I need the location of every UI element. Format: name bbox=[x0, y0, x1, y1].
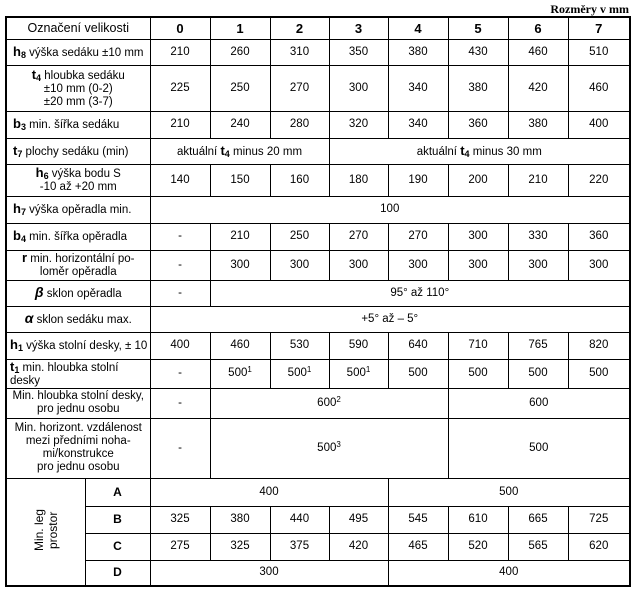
size-7: 7 bbox=[568, 17, 630, 39]
cell: 100 bbox=[150, 196, 630, 223]
cell: 270 bbox=[388, 223, 448, 250]
cell: 160 bbox=[270, 164, 329, 196]
t7-large-sizes: aktuální t4 minus 30 mm bbox=[329, 138, 630, 164]
cell: 545 bbox=[388, 506, 448, 533]
row-leg-b bbox=[6, 506, 630, 533]
header-row bbox=[6, 17, 630, 39]
cell: 210 bbox=[150, 39, 210, 65]
cell: 360 bbox=[448, 111, 508, 138]
row-min-desk bbox=[6, 388, 630, 418]
row-t7 bbox=[6, 138, 630, 164]
cell: 360 bbox=[568, 223, 630, 250]
cell: 300 bbox=[568, 250, 630, 280]
cell: - bbox=[150, 388, 210, 418]
row-label: b4 min. šířka opěradla bbox=[6, 223, 150, 250]
row-label: Min. horizont. vzdálenost mezi předními noha- mi/konstrukce pro jednu osobu bbox=[6, 418, 150, 478]
cell: 590 bbox=[329, 332, 388, 359]
row-b4 bbox=[6, 223, 630, 250]
cell: 565 bbox=[508, 533, 568, 560]
cell: - bbox=[150, 223, 210, 250]
row-leg-a bbox=[6, 478, 630, 506]
cell: 150 bbox=[210, 164, 270, 196]
cell: 340 bbox=[388, 65, 448, 111]
row-label: t4 hloubka sedáku ±10 mm (0-2) ±20 mm (3-7) bbox=[6, 65, 150, 111]
cell: 380 bbox=[388, 39, 448, 65]
cell: - bbox=[150, 250, 210, 280]
row-label: Min. hloubka stolní desky, pro jednu osobu bbox=[6, 388, 150, 418]
cell: 250 bbox=[270, 223, 329, 250]
row-r bbox=[6, 250, 630, 280]
cell: 765 bbox=[508, 332, 568, 359]
cell: 300 bbox=[508, 250, 568, 280]
row-h7 bbox=[6, 196, 630, 223]
cell: 665 bbox=[508, 506, 568, 533]
cell: - bbox=[150, 280, 210, 306]
t7-small-sizes: aktuální t4 minus 20 mm bbox=[150, 138, 329, 164]
cell: 380 bbox=[508, 111, 568, 138]
cell: 725 bbox=[568, 506, 630, 533]
cell: 500 bbox=[388, 478, 630, 506]
cell: $500^1$ bbox=[329, 359, 388, 388]
cell: 300 bbox=[270, 250, 329, 280]
cell: 440 bbox=[270, 506, 329, 533]
cell: 495 bbox=[329, 506, 388, 533]
row-t1 bbox=[6, 359, 630, 388]
size-0: 0 bbox=[150, 17, 210, 39]
row-leg-c bbox=[6, 533, 630, 560]
cell: 530 bbox=[270, 332, 329, 359]
row-min-horizontal bbox=[6, 418, 630, 478]
leg-letter-c: C bbox=[85, 533, 150, 560]
row-label: t1 min. hloubka stolní desky bbox=[6, 359, 150, 388]
cell: 300 bbox=[210, 250, 270, 280]
cell: 270 bbox=[329, 223, 388, 250]
cell: 400 bbox=[150, 332, 210, 359]
cell: 325 bbox=[210, 533, 270, 560]
cell: 320 bbox=[329, 111, 388, 138]
row-t4 bbox=[6, 65, 630, 111]
size-1: 1 bbox=[210, 17, 270, 39]
cell: 300 bbox=[448, 223, 508, 250]
cell: - bbox=[150, 418, 210, 478]
cell: - bbox=[150, 359, 210, 388]
cell: $500^1$ bbox=[210, 359, 270, 388]
cell: $500^3$ bbox=[210, 418, 448, 478]
cell: 350 bbox=[329, 39, 388, 65]
cell: 300 bbox=[150, 560, 388, 586]
cell: 225 bbox=[150, 65, 210, 111]
row-label: b3 min. šířka sedáku bbox=[6, 111, 150, 138]
cell: 420 bbox=[508, 65, 568, 111]
cell: 400 bbox=[568, 111, 630, 138]
cell: 620 bbox=[568, 533, 630, 560]
cell: 400 bbox=[388, 560, 630, 586]
cell: 300 bbox=[329, 65, 388, 111]
size-6: 6 bbox=[508, 17, 568, 39]
cell: 330 bbox=[508, 223, 568, 250]
cell: 210 bbox=[210, 223, 270, 250]
size-5: 5 bbox=[448, 17, 508, 39]
cell: 270 bbox=[270, 65, 329, 111]
cell: $600^2$ bbox=[210, 388, 448, 418]
cell: 520 bbox=[448, 533, 508, 560]
header-label: Označení velikosti bbox=[6, 17, 150, 39]
cell: 210 bbox=[150, 111, 210, 138]
row-label: α sklon sedáku max. bbox=[6, 306, 150, 332]
leg-space-label: Min. leg prostor bbox=[6, 478, 85, 586]
cell: 640 bbox=[388, 332, 448, 359]
cell: 200 bbox=[448, 164, 508, 196]
cell: 300 bbox=[329, 250, 388, 280]
cell: $500^1$ bbox=[270, 359, 329, 388]
row-label: t7 plochy sedáku (min) bbox=[6, 138, 150, 164]
cell: 610 bbox=[448, 506, 508, 533]
cell: 240 bbox=[210, 111, 270, 138]
cell: 820 bbox=[568, 332, 630, 359]
row-label: h8 výška sedáku ±10 mm bbox=[6, 39, 150, 65]
cell: 300 bbox=[448, 250, 508, 280]
cell: 380 bbox=[448, 65, 508, 111]
row-b3 bbox=[6, 111, 630, 138]
row-leg-d bbox=[6, 560, 630, 586]
cell: 465 bbox=[388, 533, 448, 560]
cell: 375 bbox=[270, 533, 329, 560]
row-label: r min. horizontální po- loměr opěradla bbox=[6, 250, 150, 280]
cell: 500 bbox=[448, 359, 508, 388]
cell: 460 bbox=[508, 39, 568, 65]
cell: 310 bbox=[270, 39, 329, 65]
cell: 280 bbox=[270, 111, 329, 138]
row-label: h7 výška opěradla min. bbox=[6, 196, 150, 223]
cell: 325 bbox=[150, 506, 210, 533]
cell: 380 bbox=[210, 506, 270, 533]
units-label: Rozměry v mm bbox=[550, 2, 629, 16]
size-3: 3 bbox=[329, 17, 388, 39]
cell: 430 bbox=[448, 39, 508, 65]
row-h1 bbox=[6, 332, 630, 359]
leg-letter-b: B bbox=[85, 506, 150, 533]
cell: 190 bbox=[388, 164, 448, 196]
cell: 460 bbox=[210, 332, 270, 359]
cell: 600 bbox=[448, 388, 630, 418]
cell: 95° až 110° bbox=[210, 280, 630, 306]
cell: 500 bbox=[448, 418, 630, 478]
row-h6 bbox=[6, 164, 630, 196]
cell: 400 bbox=[150, 478, 388, 506]
size-table bbox=[5, 16, 631, 587]
cell: 180 bbox=[329, 164, 388, 196]
size-4: 4 bbox=[388, 17, 448, 39]
cell: 500 bbox=[568, 359, 630, 388]
cell: 710 bbox=[448, 332, 508, 359]
leg-letter-a: A bbox=[85, 478, 150, 506]
row-label: h6 výška bodu S -10 až +20 mm bbox=[6, 164, 150, 196]
cell: 300 bbox=[388, 250, 448, 280]
row-label: β sklon opěradla bbox=[6, 280, 150, 306]
row-alpha bbox=[6, 306, 630, 332]
size-2: 2 bbox=[270, 17, 329, 39]
leg-letter-d: D bbox=[85, 560, 150, 586]
cell: 500 bbox=[508, 359, 568, 388]
cell: 275 bbox=[150, 533, 210, 560]
cell: 420 bbox=[329, 533, 388, 560]
row-beta bbox=[6, 280, 630, 306]
cell: 500 bbox=[388, 359, 448, 388]
cell: 510 bbox=[568, 39, 630, 65]
cell: 140 bbox=[150, 164, 210, 196]
cell: +5° až – 5° bbox=[150, 306, 630, 332]
cell: 460 bbox=[568, 65, 630, 111]
cell: 220 bbox=[568, 164, 630, 196]
cell: 250 bbox=[210, 65, 270, 111]
cell: 340 bbox=[388, 111, 448, 138]
cell: 210 bbox=[508, 164, 568, 196]
row-h8 bbox=[6, 39, 630, 65]
cell: 260 bbox=[210, 39, 270, 65]
row-label: h1 výška stolní desky, ± 10 bbox=[6, 332, 150, 359]
